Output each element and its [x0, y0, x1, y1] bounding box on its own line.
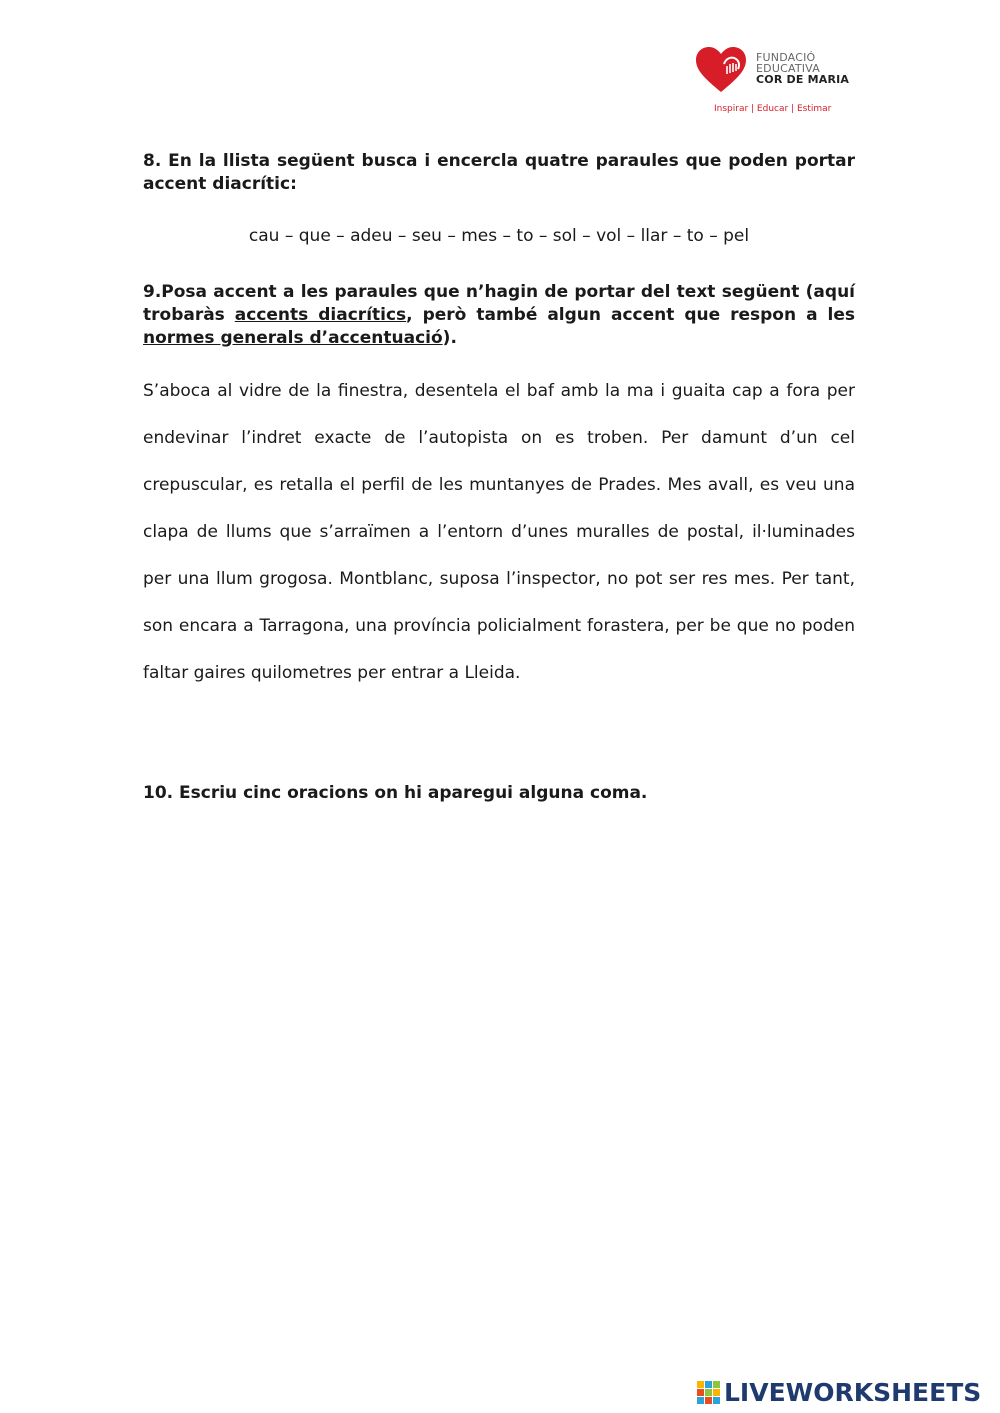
- question-8: [143, 150, 855, 196]
- question-9-title-part-3: ).: [442, 328, 457, 348]
- heart-logo-icon: [694, 46, 748, 94]
- accentuation-rules-link: normes generals d’accentuació: [143, 328, 443, 348]
- accents-diacritics-link: accents diacrítics: [234, 305, 407, 325]
- question-10-title: 10. Escriu cinc oracions on hi aparegui alguna coma.: [143, 783, 648, 803]
- question-9-title-part-1: 9.Posa accent a les paraules que n’hagin de portar del text següent (aquí trobaràs: [143, 282, 855, 325]
- question-9-title-part-2: , però també algun accent que respon a les: [406, 305, 855, 325]
- foundation-name: [756, 52, 849, 85]
- question-8-title: 8. En la llista següent busca i encercla quatre paraules que poden portar accent diacrític:: [143, 151, 855, 194]
- word-list: cau – que – adeu – seu – mes – to – sol – vol – llar – to – pel: [248, 226, 750, 246]
- logo-line-1: FUNDACIÓ: [756, 51, 816, 64]
- liveworksheets-wordmark: LIVEWORKSHEETS: [724, 1378, 982, 1407]
- logo-line-2: EDUCATIVA: [756, 62, 820, 75]
- passage-text: S’aboca al vidre de la finestra, desentela el baf amb la ma i guaita cap a fora per endevinar l’indret exacte de l’autopista on es troben. Per damunt d’un cel crepuscular, es retalla el perfil de les muntanyes de Prades. Mes avall, es veu una clapa de llums que s’arraïmen a l’entorn d’unes muralles de postal, il·luminades per una llum grogosa. Montblanc, suposa l’inspector, no pot ser res mes. Per tant, son encara a Tarragona, una província policialment forastera, per be que no poden faltar gaires quilometres per entrar a Lleida.: [143, 381, 855, 683]
- liveworksheets-logo-icon: [697, 1381, 721, 1405]
- question-9: [143, 281, 855, 350]
- logo-line-3: COR DE MARIA: [756, 73, 850, 86]
- logo-tagline: Inspirar | Educar | Estimar: [714, 104, 832, 114]
- passage-block: [143, 368, 855, 697]
- question-9-title: [143, 281, 855, 350]
- foundation-logo: [694, 46, 864, 121]
- liveworksheets-brand: [697, 1378, 997, 1408]
- question-10: [143, 782, 855, 805]
